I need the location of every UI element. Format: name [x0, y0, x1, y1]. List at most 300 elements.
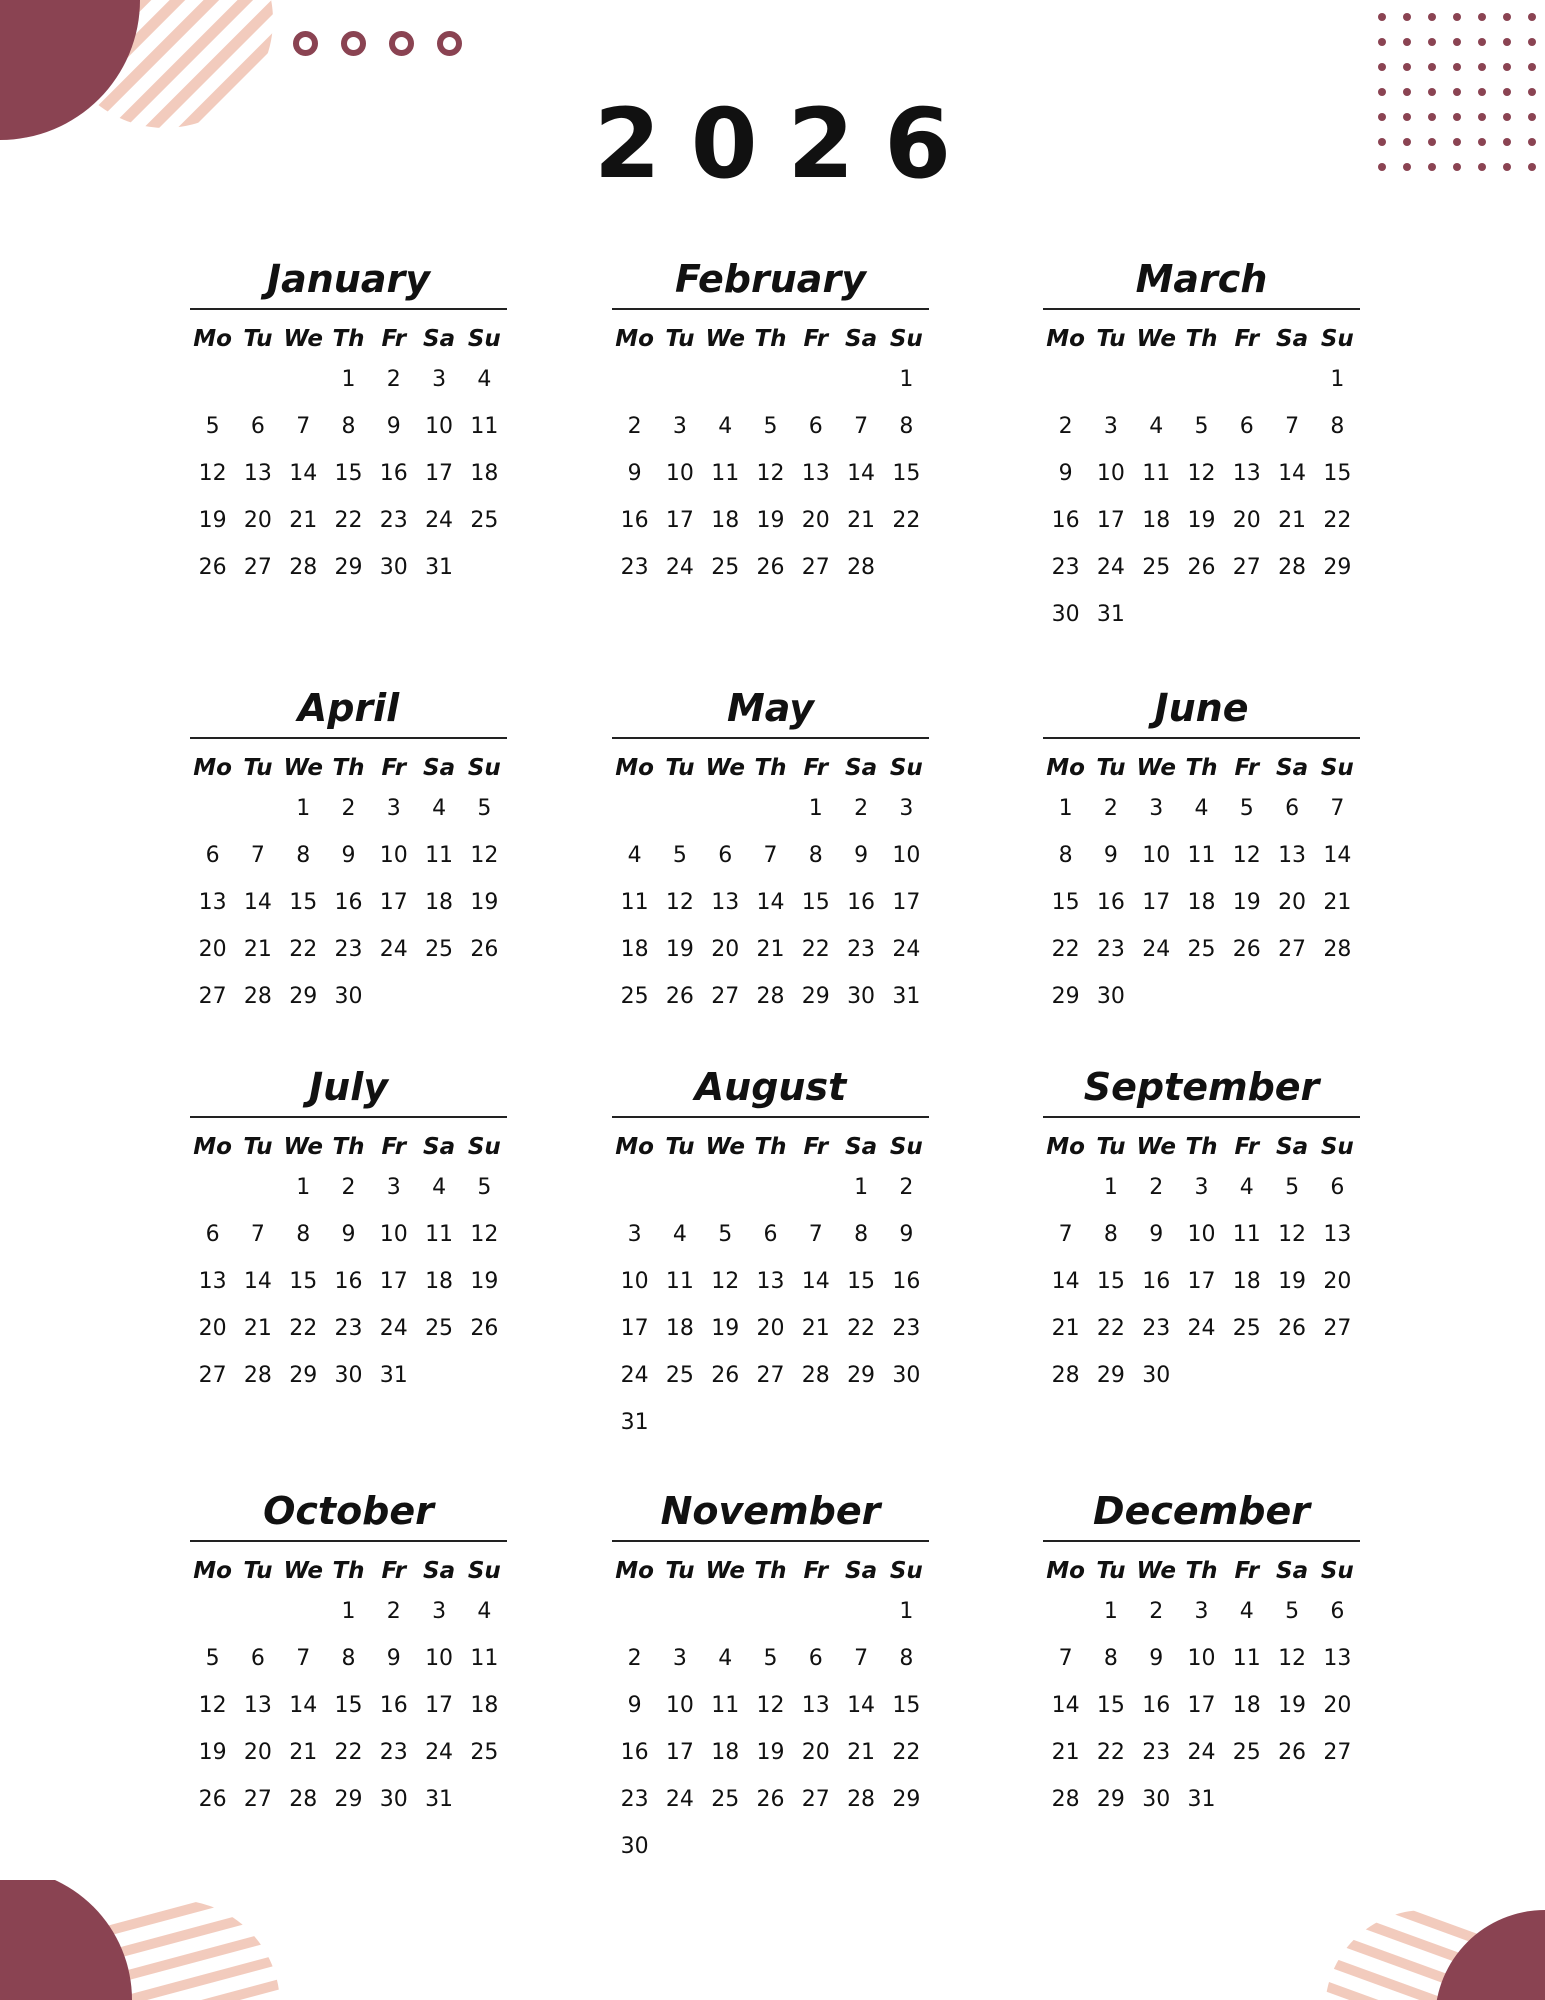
empty-day-cell: [748, 1164, 793, 1211]
day-cell: 18: [425, 890, 454, 915]
day-grid: [190, 322, 507, 591]
day-cell: 25: [1232, 1316, 1261, 1341]
weekday-header: Tu: [665, 755, 695, 781]
day-cell: 8: [1103, 1646, 1118, 1671]
bottom-right-corner-decoration: [1285, 1900, 1545, 2000]
decorative-rings: [293, 31, 462, 56]
weekday-header: Fr: [1234, 1558, 1260, 1584]
day-cell: 11: [470, 414, 499, 439]
day-cell: 15: [892, 461, 921, 486]
day-cell: 15: [1323, 461, 1352, 486]
day-cell: 4: [1239, 1599, 1254, 1624]
day-cell: 12: [1278, 1646, 1307, 1671]
day-cell: 26: [198, 1787, 227, 1812]
day-cell: 2: [341, 1175, 356, 1200]
day-cell: 28: [243, 984, 272, 1009]
day-cell: 25: [470, 508, 499, 533]
dot: [1403, 13, 1411, 21]
day-cell: 12: [198, 1693, 227, 1718]
month-june: [1043, 683, 1360, 1020]
weekday-header: We: [283, 1134, 323, 1160]
ring-icon: [437, 31, 462, 56]
day-cell: 29: [334, 1787, 363, 1812]
month-divider: [1043, 737, 1360, 739]
day-cell: 1: [1103, 1599, 1118, 1624]
day-cell: 15: [892, 1693, 921, 1718]
day-cell: 14: [1278, 461, 1307, 486]
day-cell: 9: [341, 1222, 356, 1247]
day-cell: 28: [801, 1363, 830, 1388]
day-cell: 18: [1187, 890, 1216, 915]
day-cell: 22: [289, 1316, 318, 1341]
day-cell: 12: [1278, 1222, 1307, 1247]
day-cell: 26: [470, 1316, 499, 1341]
day-cell: 5: [205, 414, 220, 439]
month-divider: [1043, 1116, 1360, 1118]
day-cell: 9: [1149, 1646, 1164, 1671]
day-cell: 12: [756, 461, 785, 486]
day-cell: 3: [386, 796, 401, 821]
day-cell: 7: [854, 1646, 869, 1671]
empty-day-cell: [235, 1588, 280, 1635]
day-cell: 4: [672, 1222, 687, 1247]
day-cell: 16: [334, 890, 363, 915]
month-title: June: [1154, 686, 1249, 730]
day-cell: 30: [1051, 602, 1080, 627]
day-cell: 10: [425, 414, 454, 439]
day-cell: 28: [847, 555, 876, 580]
day-cell: 20: [243, 1740, 272, 1765]
dot: [1378, 38, 1386, 46]
day-cell: 29: [1051, 984, 1080, 1009]
day-cell: 7: [854, 414, 869, 439]
day-cell: 3: [1103, 414, 1118, 439]
day-cell: 2: [854, 796, 869, 821]
day-cell: 31: [425, 1787, 454, 1812]
day-grid: [1043, 322, 1360, 638]
weekday-header: Mo: [1046, 326, 1085, 352]
day-cell: 5: [763, 1646, 778, 1671]
weekday-header: We: [705, 1558, 745, 1584]
day-cell: 15: [289, 890, 318, 915]
day-cell: 2: [627, 414, 642, 439]
day-cell: 6: [1330, 1175, 1345, 1200]
weekday-header: Sa: [1276, 1134, 1309, 1160]
weekday-header: Sa: [1276, 1558, 1309, 1584]
day-cell: 13: [243, 1693, 272, 1718]
day-cell: 26: [1278, 1316, 1307, 1341]
day-cell: 27: [1232, 555, 1261, 580]
day-cell: 13: [1323, 1222, 1352, 1247]
day-cell: 15: [847, 1269, 876, 1294]
day-cell: 25: [1187, 937, 1216, 962]
day-cell: 21: [1051, 1740, 1080, 1765]
day-cell: 13: [801, 1693, 830, 1718]
empty-day-cell: [190, 785, 235, 832]
day-cell: 14: [1323, 843, 1352, 868]
empty-day-cell: [748, 1588, 793, 1635]
day-cell: 29: [1096, 1787, 1125, 1812]
day-cell: 1: [1103, 1175, 1118, 1200]
empty-day-cell: [1269, 356, 1314, 403]
day-cell: 28: [289, 555, 318, 580]
day-cell: 17: [892, 890, 921, 915]
day-cell: 23: [1142, 1316, 1171, 1341]
day-cell: 23: [847, 937, 876, 962]
dot: [1528, 38, 1536, 46]
day-cell: 24: [379, 1316, 408, 1341]
dot: [1428, 63, 1436, 71]
empty-day-cell: [190, 356, 235, 403]
day-cell: 2: [386, 367, 401, 392]
day-cell: 20: [801, 1740, 830, 1765]
day-cell: 9: [341, 843, 356, 868]
day-cell: 17: [379, 1269, 408, 1294]
day-cell: 22: [289, 937, 318, 962]
weekday-header: Th: [754, 326, 787, 352]
dot: [1428, 13, 1436, 21]
weekday-header: Sa: [845, 1558, 878, 1584]
day-cell: 13: [1278, 843, 1307, 868]
day-cell: 16: [334, 1269, 363, 1294]
day-cell: 18: [425, 1269, 454, 1294]
day-cell: 26: [1278, 1740, 1307, 1765]
weekday-header: Fr: [381, 326, 407, 352]
day-cell: 16: [1051, 508, 1080, 533]
day-cell: 11: [1232, 1646, 1261, 1671]
day-cell: 6: [250, 414, 265, 439]
day-cell: 10: [1142, 843, 1171, 868]
dot: [1403, 38, 1411, 46]
weekday-header: Mo: [1046, 755, 1085, 781]
weekday-header: We: [1136, 1558, 1176, 1584]
day-cell: 17: [665, 508, 694, 533]
empty-day-cell: [190, 1164, 235, 1211]
empty-day-cell: [1224, 356, 1269, 403]
weekday-header: Th: [332, 326, 365, 352]
day-cell: 24: [665, 555, 694, 580]
empty-day-cell: [1179, 356, 1224, 403]
day-cell: 10: [665, 461, 694, 486]
empty-day-cell: [748, 356, 793, 403]
day-cell: 1: [341, 1599, 356, 1624]
day-cell: 22: [334, 1740, 363, 1765]
day-cell: 1: [1330, 367, 1345, 392]
weekday-header: Su: [467, 1558, 501, 1584]
day-cell: 5: [477, 796, 492, 821]
day-cell: 24: [425, 1740, 454, 1765]
day-cell: 2: [386, 1599, 401, 1624]
day-cell: 14: [756, 890, 785, 915]
weekday-header: Tu: [243, 755, 273, 781]
day-cell: 29: [1323, 555, 1352, 580]
weekday-header: We: [283, 755, 323, 781]
day-cell: 16: [1096, 890, 1125, 915]
empty-day-cell: [235, 356, 280, 403]
day-cell: 31: [620, 1410, 649, 1435]
day-cell: 19: [470, 890, 499, 915]
dot: [1403, 63, 1411, 71]
day-cell: 6: [1239, 414, 1254, 439]
day-cell: 6: [1285, 796, 1300, 821]
month-december: [1043, 1486, 1360, 1823]
weekday-header: Su: [1320, 755, 1354, 781]
empty-day-cell: [793, 356, 838, 403]
day-cell: 28: [847, 1787, 876, 1812]
weekday-header: We: [705, 326, 745, 352]
day-cell: 24: [1096, 555, 1125, 580]
day-cell: 1: [899, 1599, 914, 1624]
month-divider: [612, 1116, 929, 1118]
day-grid: [190, 1130, 507, 1399]
day-cell: 25: [665, 1363, 694, 1388]
dot: [1503, 13, 1511, 21]
day-cell: 15: [1096, 1693, 1125, 1718]
day-cell: 10: [892, 843, 921, 868]
day-cell: 14: [289, 1693, 318, 1718]
month-august: [612, 1062, 929, 1446]
day-cell: 26: [756, 1787, 785, 1812]
weekday-header: Tu: [243, 326, 273, 352]
day-cell: 22: [334, 508, 363, 533]
day-cell: 23: [620, 555, 649, 580]
day-grid: [1043, 1130, 1360, 1399]
day-cell: 11: [665, 1269, 694, 1294]
day-cell: 9: [386, 414, 401, 439]
month-title: March: [1135, 257, 1268, 301]
day-cell: 6: [808, 1646, 823, 1671]
day-cell: 6: [808, 414, 823, 439]
day-cell: 29: [1096, 1363, 1125, 1388]
day-cell: 5: [1239, 796, 1254, 821]
year-title: 2026: [593, 88, 982, 200]
weekday-header: Mo: [615, 755, 654, 781]
month-november: [612, 1486, 929, 1870]
day-cell: 22: [892, 1740, 921, 1765]
day-cell: 1: [1058, 796, 1073, 821]
dot: [1453, 63, 1461, 71]
day-cell: 19: [1278, 1693, 1307, 1718]
day-cell: 24: [1187, 1316, 1216, 1341]
day-cell: 19: [198, 508, 227, 533]
empty-day-cell: [1043, 1588, 1088, 1635]
day-cell: 21: [289, 508, 318, 533]
day-cell: 23: [892, 1316, 921, 1341]
ring-icon: [293, 31, 318, 56]
weekday-header: Sa: [1276, 755, 1309, 781]
day-cell: 10: [425, 1646, 454, 1671]
dot: [1478, 63, 1486, 71]
day-cell: 4: [477, 367, 492, 392]
day-cell: 27: [198, 1363, 227, 1388]
day-cell: 13: [198, 890, 227, 915]
empty-day-cell: [612, 356, 657, 403]
day-cell: 22: [892, 508, 921, 533]
day-cell: 6: [1330, 1599, 1345, 1624]
month-september: [1043, 1062, 1360, 1399]
empty-day-cell: [281, 1588, 326, 1635]
day-cell: 25: [425, 937, 454, 962]
day-cell: 9: [627, 461, 642, 486]
day-cell: 2: [341, 796, 356, 821]
day-cell: 19: [665, 937, 694, 962]
day-cell: 20: [1323, 1269, 1352, 1294]
weekday-header: Su: [1320, 1134, 1354, 1160]
day-cell: 16: [1142, 1269, 1171, 1294]
day-cell: 20: [711, 937, 740, 962]
empty-day-cell: [1043, 1164, 1088, 1211]
day-cell: 9: [627, 1693, 642, 1718]
day-cell: 4: [718, 1646, 733, 1671]
day-cell: 15: [334, 1693, 363, 1718]
day-cell: 29: [892, 1787, 921, 1812]
weekday-header: Fr: [381, 1134, 407, 1160]
day-cell: 5: [205, 1646, 220, 1671]
dot: [1478, 13, 1486, 21]
day-cell: 31: [892, 984, 921, 1009]
weekday-header: Sa: [423, 1134, 456, 1160]
empty-day-cell: [190, 1588, 235, 1635]
day-cell: 9: [899, 1222, 914, 1247]
month-july: [190, 1062, 507, 1399]
weekday-header: Mo: [193, 1134, 232, 1160]
weekday-header: Fr: [381, 1558, 407, 1584]
day-cell: 5: [1285, 1599, 1300, 1624]
weekday-header: Th: [1185, 755, 1218, 781]
day-cell: 13: [756, 1269, 785, 1294]
weekday-header: Sa: [845, 326, 878, 352]
day-cell: 11: [1142, 461, 1171, 486]
weekday-header: Fr: [803, 1134, 829, 1160]
day-cell: 3: [627, 1222, 642, 1247]
day-cell: 25: [711, 555, 740, 580]
weekday-header: Mo: [615, 1134, 654, 1160]
weekday-header: Su: [889, 326, 923, 352]
month-divider: [1043, 1540, 1360, 1542]
day-cell: 8: [899, 1646, 914, 1671]
day-cell: 3: [672, 414, 687, 439]
day-cell: 19: [1232, 890, 1261, 915]
day-cell: 30: [892, 1363, 921, 1388]
day-cell: 16: [1142, 1693, 1171, 1718]
day-cell: 20: [198, 1316, 227, 1341]
day-cell: 18: [1232, 1693, 1261, 1718]
day-cell: 27: [1278, 937, 1307, 962]
day-cell: 20: [1278, 890, 1307, 915]
day-cell: 20: [198, 937, 227, 962]
day-cell: 28: [1051, 1787, 1080, 1812]
day-cell: 25: [711, 1787, 740, 1812]
day-cell: 3: [899, 796, 914, 821]
weekday-header: Th: [754, 755, 787, 781]
day-cell: 2: [1149, 1175, 1164, 1200]
day-cell: 14: [289, 461, 318, 486]
day-cell: 26: [1187, 555, 1216, 580]
day-cell: 17: [1187, 1693, 1216, 1718]
month-divider: [612, 308, 929, 310]
weekday-header: Tu: [243, 1558, 273, 1584]
weekday-header: Tu: [665, 1558, 695, 1584]
day-cell: 12: [665, 890, 694, 915]
day-cell: 8: [341, 414, 356, 439]
day-cell: 20: [243, 508, 272, 533]
day-cell: 20: [801, 508, 830, 533]
day-cell: 4: [718, 414, 733, 439]
weekday-header: Fr: [1234, 326, 1260, 352]
day-cell: 16: [379, 1693, 408, 1718]
day-cell: 13: [1232, 461, 1261, 486]
day-cell: 31: [379, 1363, 408, 1388]
dot: [1453, 38, 1461, 46]
day-cell: 13: [243, 461, 272, 486]
day-cell: 21: [801, 1316, 830, 1341]
day-cell: 18: [470, 1693, 499, 1718]
empty-day-cell: [657, 1164, 702, 1211]
day-cell: 28: [289, 1787, 318, 1812]
day-cell: 6: [763, 1222, 778, 1247]
day-cell: 24: [379, 937, 408, 962]
day-cell: 3: [1194, 1175, 1209, 1200]
empty-day-cell: [1088, 356, 1133, 403]
day-grid: [612, 1130, 929, 1446]
day-cell: 11: [1232, 1222, 1261, 1247]
empty-day-cell: [612, 1164, 657, 1211]
day-cell: 27: [243, 1787, 272, 1812]
day-cell: 19: [198, 1740, 227, 1765]
weekday-header: Su: [467, 326, 501, 352]
day-cell: 22: [1096, 1740, 1125, 1765]
day-cell: 26: [198, 555, 227, 580]
empty-day-cell: [838, 356, 883, 403]
day-cell: 19: [756, 508, 785, 533]
day-cell: 10: [1096, 461, 1125, 486]
ring-icon: [341, 31, 366, 56]
day-cell: 17: [1096, 508, 1125, 533]
day-cell: 13: [198, 1269, 227, 1294]
day-cell: 3: [672, 1646, 687, 1671]
weekday-header: Fr: [803, 1558, 829, 1584]
empty-day-cell: [793, 1164, 838, 1211]
month-may: [612, 683, 929, 1020]
ring-icon: [389, 31, 414, 56]
weekday-header: Tu: [665, 1134, 695, 1160]
weekday-header: We: [283, 1558, 323, 1584]
day-grid: [190, 751, 507, 1020]
day-cell: 2: [627, 1646, 642, 1671]
month-title: December: [1093, 1489, 1310, 1533]
weekday-header: Su: [1320, 1558, 1354, 1584]
month-february: [612, 254, 929, 591]
day-cell: 1: [296, 1175, 311, 1200]
day-cell: 16: [847, 890, 876, 915]
day-cell: 2: [1103, 796, 1118, 821]
day-cell: 7: [808, 1222, 823, 1247]
day-cell: 1: [854, 1175, 869, 1200]
day-cell: 4: [1149, 414, 1164, 439]
weekday-header: Th: [332, 755, 365, 781]
day-cell: 7: [1330, 796, 1345, 821]
empty-day-cell: [657, 785, 702, 832]
day-cell: 25: [1142, 555, 1171, 580]
weekday-header: We: [1136, 1134, 1176, 1160]
day-cell: 15: [334, 461, 363, 486]
day-cell: 12: [1187, 461, 1216, 486]
day-cell: 25: [1232, 1740, 1261, 1765]
day-cell: 9: [1149, 1222, 1164, 1247]
weekday-header: Th: [754, 1134, 787, 1160]
day-cell: 17: [665, 1740, 694, 1765]
month-title: September: [1083, 1065, 1320, 1109]
